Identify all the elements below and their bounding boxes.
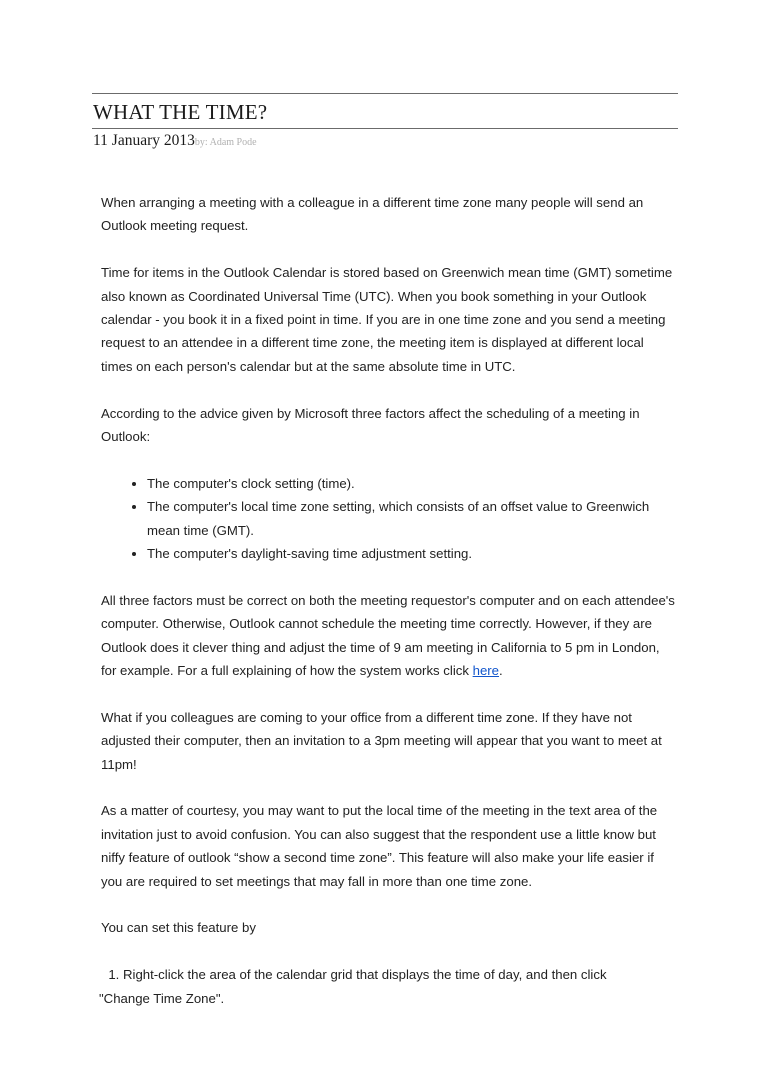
- post-title: WHAT THE TIME?: [93, 100, 268, 124]
- post-date: 11 January 2013: [93, 132, 195, 149]
- title-top-rule: [92, 93, 678, 94]
- list-item: • The computer's clock setting (time).: [147, 472, 676, 495]
- step-1: [101, 963, 676, 986]
- factors-list: [101, 472, 676, 566]
- paragraph-colleagues: What if you colleagues are coming to your office from a different time zone. If they have not adjusted their computer, then an invitation to a 3pm meeting will appear that you want to meet at 11pm!: [101, 709, 662, 772]
- paragraph-requirements-end: .: [499, 663, 503, 679]
- step-1-continued: "Change Time Zone".: [99, 990, 225, 1006]
- paragraph-gmt: Time for items in the Outlook Calendar is stored based on Greenwich mean time (GMT) sometime also known as Coordinated Universal Time (UTC). When you book something in your Outlook calendar - you book it in a fixed point in time. If you are in one time zone and you send a meeting request to an attendee in a different time zone, the meeting item is displayed at different local times on each person's calendar but at the same absolute time in UTC.: [101, 265, 673, 374]
- list-item: • The computer's daylight-saving time adjustment setting.: [147, 542, 676, 565]
- paragraph-factors-intro: According to the advice given by Microsoft three factors affect the scheduling of a meeting in Outlook:: [101, 405, 640, 445]
- step-1-number: 1.: [108, 967, 120, 983]
- title-bottom-rule: [92, 128, 678, 129]
- post-byline: by: Adam Pode: [194, 137, 257, 148]
- paragraph-intro: When arranging a meeting with a colleague in a different time zone many people will send an Outlook meeting request.: [101, 195, 644, 234]
- step-1-text: Right-click the area of the calendar grid that displays the time of day, and then click: [123, 967, 607, 983]
- paragraph-requirements: [101, 589, 676, 683]
- paragraph-requirements-text: All three factors must be correct on both the meeting requestor's computer and on each attendee's computer. Otherwise, Outlook cannot schedule the meeting time correctly. However, if they are Outlook does it clever thing and adjust the time of 9 am meeting in California to 5 pm in London, for example. For a full explaining of how the system works click: [101, 592, 675, 679]
- post-meta: [93, 131, 257, 153]
- list-item: • The computer's local time zone setting, which consists of an offset value to Greenwich mean time (GMT).: [147, 495, 676, 542]
- post-body: [101, 191, 676, 1010]
- paragraph-courtesy: As a matter of courtesy, you may want to put the local time of the meeting in the text area of the invitation just to avoid confusion. You can also suggest that the respondent use a little know but niffy feature of outlook “show a second time zone”. This feature will also make your life easier if you are required to set meetings that may fall in more than one time zone.: [101, 803, 658, 889]
- here-link[interactable]: here: [472, 663, 500, 679]
- paragraph-set-feature: You can set this feature by: [101, 920, 256, 936]
